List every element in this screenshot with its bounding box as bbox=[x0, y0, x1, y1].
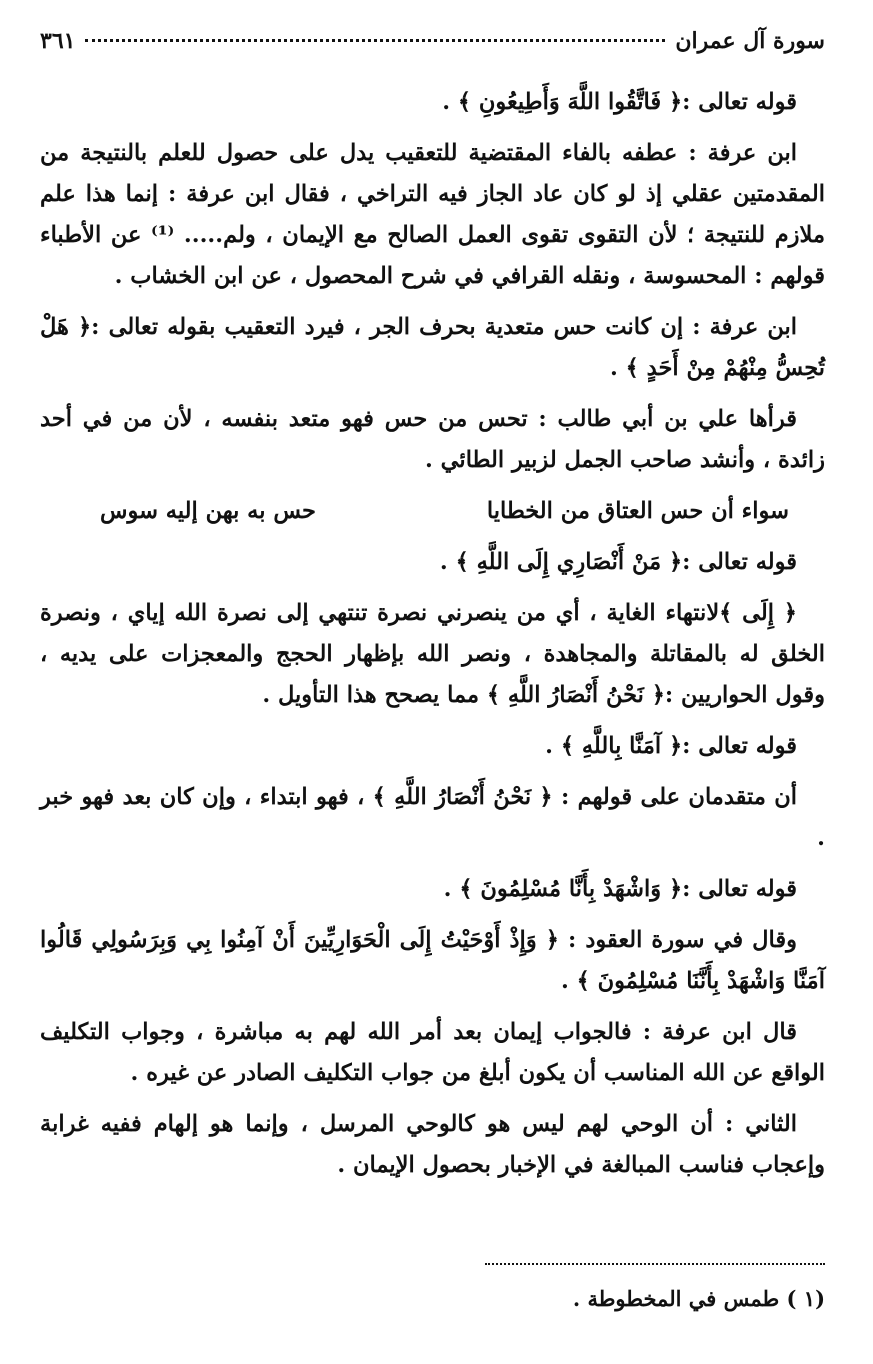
paragraph: الثاني : أن الوحي لهم ليس هو كالوحي المرسل ، وإنما هو إلهام ففيه غرابة وإعجاب فناسب المبالغة في الإخبار بحصول الإيمان . bbox=[40, 1111, 825, 1178]
paragraph: ابن عرفة : إن كانت حس متعدية بحرف الجر ، فيرد التعقيب بقوله تعالى :﴿ هَلْ تُحِسُّ مِنْهُمْ مِنْ أَحَدٍ ﴾ . bbox=[40, 314, 825, 381]
paragraph: وقال في سورة العقود : ﴿ وَإِذْ أَوْحَيْتُ إِلَى الْحَوَارِيِّينَ أَنْ آمِنُوا بِي وَبِرَسُولِي قَالُوا آمَنَّا وَاشْهَدْ بِأَنَّنَا مُسْلِمُونَ ﴾ . bbox=[40, 927, 825, 994]
paragraph: ابن عرفة : عطفه بالفاء المقتضية للتعقيب يدل على حصول للعلم بالنتيجة من المقدمتين عقلي إذ لو كان عاد الجاز فيه التراخي ، فقال ابن عرفة : إنما هذا علم ملازم للنتيجة ؛ لأن التقوى تقوى العمل الصالح مع الإيمان ، ولم..... ⁽¹⁾ عن الأطباء قولهم : المحسوسة ، ونقله القرافي في شرح المحصول ، عن ابن الخشاب . bbox=[40, 140, 825, 289]
poetry-verse bbox=[100, 491, 789, 532]
paragraph: قوله تعالى :﴿ فَاتَّقُوا اللَّهَ وَأَطِيعُونِ ﴾ . bbox=[442, 89, 797, 115]
footnote-separator bbox=[485, 1263, 825, 1265]
paragraph: أن متقدمان على قولهم : ﴿ نَحْنُ أَنْصَارُ اللَّهِ ﴾ ، فهو ابتداء ، وإن كان بعد فهو خبر . bbox=[40, 784, 825, 851]
surah-title: سورة آل عمران bbox=[675, 28, 825, 54]
page-number: ٣٦١ bbox=[40, 28, 76, 54]
paragraph: قوله تعالى :﴿ آمَنَّا بِاللَّهِ ﴾ . bbox=[545, 733, 797, 759]
paragraph: قرأها علي بن أبي طالب : تحس من حس فهو متعد بنفسه ، لأن من في أحد زائدة ، وأنشد صاحب الجمل لزبير الطائي . bbox=[40, 406, 825, 473]
footnote: (١ ) طمس في المخطوطة . bbox=[572, 1286, 825, 1311]
paragraph: قوله تعالى :﴿ وَاشْهَدْ بِأَنَّا مُسْلِمُونَ ﴾ . bbox=[443, 876, 797, 902]
verse-second-hemistich: حس به بهن إليه سوس bbox=[100, 498, 316, 524]
running-header bbox=[40, 28, 825, 62]
paragraph: قال ابن عرفة : فالجواب إيمان بعد أمر الله لهم به مباشرة ، وجواب التكليف الواقع عن الله المناسب أن يكون أبلغ من جواب التكليف الصادر عن غيره . bbox=[40, 1019, 825, 1086]
main-text bbox=[40, 82, 825, 1186]
page bbox=[40, 28, 825, 1348]
verse-first-hemistich: سواء أن حس العتاق من الخطايا bbox=[486, 498, 789, 524]
header-dotted-rule bbox=[85, 39, 665, 42]
paragraph: قوله تعالى :﴿ مَنْ أَنْصَارِي إِلَى اللَّهِ ﴾ . bbox=[439, 549, 797, 575]
paragraph: ﴿ إِلَى ﴾لانتهاء الغاية ، أي من ينصرني نصرة تنتهي إلى نصرة الله إياي ، ونصرة الخلق له بالمقاتلة والمجاهدة ، ونصر الله بإظهار الحجج والمعجزات على يديه ، وقول الحواريين :﴿ نَحْنُ أَنْصَارُ اللَّهِ ﴾ مما يصحح هذا التأويل . bbox=[40, 600, 825, 708]
